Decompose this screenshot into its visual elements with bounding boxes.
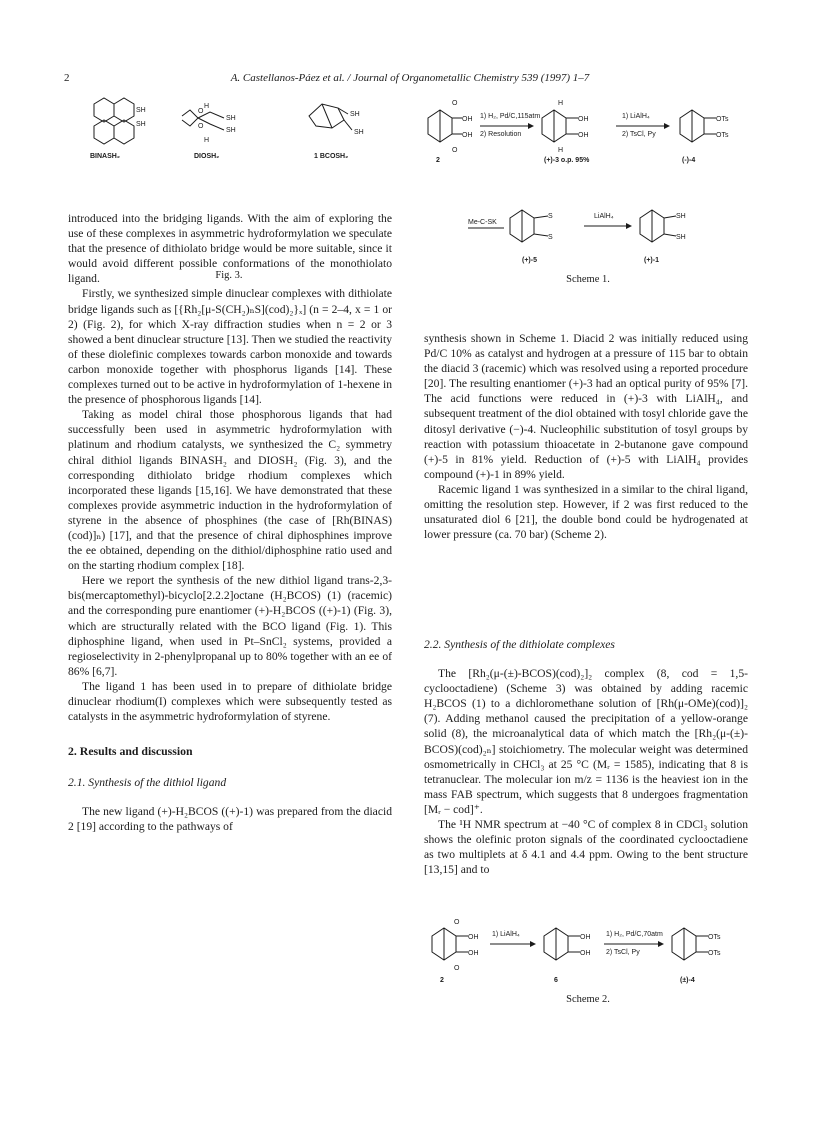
- scheme1-compound-4: (-)-4: [682, 157, 696, 164]
- left-column: [68, 211, 392, 835]
- scheme2-group-label: O: [454, 919, 460, 926]
- scheme1-group-label: O: [452, 100, 458, 107]
- fig3-group-label: SH: [226, 127, 236, 134]
- scheme2-step-b-1: 1) H₂, Pd/C,70atm: [606, 931, 663, 938]
- scheme1-group-label: OTs: [716, 132, 729, 139]
- compound-4-structure: [680, 110, 729, 142]
- scheme-2-caption: Scheme 2.: [566, 994, 610, 1005]
- binash2-structure: [94, 98, 146, 144]
- body-paragraph: Taking as model chiral those phosphorous ligands that had successfully been used in asymmetric hydroformylation with platinum and rhodium catalysts, we synthesized the C₂ symmetry chiral dithiol ligands BINASH₂ and DIOSH₂ (Fig. 3), and the corresponding dithiolato bridge rhodium complexes which incorporated these ligands [15,16]. We have demonstrated that these complexes provide asymmetric induction in the hydroformylation of styrene in the absence of phosphines (the case of [Rh(BINAS)(cod)]ₙ) [17], and that the presence of chiral diphosphines improve the ee obtained, depending on the dithiol/diphosphine ratio used and on the starting rhodium complex [18].: [68, 408, 392, 573]
- compound-5-structure: [510, 210, 553, 242]
- body-paragraph: Here we report the synthesis of the new dithiol ligand trans-2,3-bis(mercaptomethyl)-bicyclo[2.2.2]octane (H₂BCOS) (1) (racemic) and the corresponding pure enantiomer (+)-H₂BCOS ((+)-1) (Fig. 3), which are structurally related with the BCO ligand (Fig. 1). This diphosphine ligand, when used in Pt–SnCl₂ systems, provided a regioselectivity in 2-phenylpropanal up to 80% together with an ee of 86% [6,7].: [68, 574, 392, 678]
- scheme1-group-label: H: [558, 147, 564, 154]
- scheme1-group-label: OTs: [716, 116, 729, 123]
- scheme1-group-label: H: [558, 100, 564, 107]
- journal-reference: A. Castellanos-Páez et al. / Journal of Organometallic Chemistry 539 (1997) 1–7: [230, 72, 590, 84]
- body-paragraph: The new ligand (+)-H₂BCOS ((+)-1) was prepared from the diacid 2 [19] according to the pathways of: [68, 805, 392, 834]
- body-paragraph: The ¹H NMR spectrum at −40 °C of complex 8 in CDCl₃ solution shows the olefinic proton signals of the coordinated cyclooctadiene as two multiplets at δ 4.1 and 4.4 ppm. Owing to the bent structure [13,15] and to: [424, 818, 748, 877]
- fig3-label-bcosh2: 1 BCOSH₂: [314, 153, 349, 160]
- scheme2-step-a: 1) LiAlH₄: [492, 931, 520, 938]
- scheme1-group-label: S: [548, 213, 553, 220]
- fig3-group-label: SH: [136, 107, 146, 114]
- scheme2-group-label: OTs: [708, 950, 721, 957]
- scheme1-group-label: S: [548, 234, 553, 241]
- subsection-heading: 2.2. Synthesis of the dithiolate complexes: [424, 638, 615, 651]
- scheme1-group-label: O: [452, 147, 458, 154]
- scheme-2: [418, 916, 758, 1026]
- scheme2-group-label: OH: [468, 934, 479, 941]
- scheme2-compound-2: 2: [440, 977, 444, 984]
- diosh2-structure: [182, 103, 236, 144]
- fig3-label-binash2: BINASH₂: [90, 153, 120, 160]
- right-column-lower: [424, 637, 748, 877]
- compound-3-structure: [542, 100, 589, 154]
- right-column-upper: [424, 331, 748, 542]
- scheme1-step-a-2: 2) Resolution: [480, 131, 522, 138]
- scheme2-compound-6: 6: [554, 977, 558, 984]
- scheme2-group-label: OH: [468, 950, 479, 957]
- fig3-label-diosh2: DIOSH₂: [194, 153, 220, 160]
- fig3-group-label: H: [204, 137, 210, 144]
- scheme1-group-label: OH: [462, 116, 473, 123]
- scheme-1-drawing: [418, 96, 758, 301]
- compound-1-structure: [640, 210, 686, 242]
- body-paragraph: The ligand 1 has been used in to prepare of dithiolate bridge dinuclear rhodium(I) complexes which were subsequently tested as catalysts in the asymmetric hydroformylation of styrene.: [68, 679, 392, 724]
- scheme1-group-label: SH: [676, 234, 686, 241]
- scheme1-step-b-2: 2) TsCl, Py: [622, 131, 656, 138]
- scheme-1-caption: Scheme 1.: [566, 274, 610, 285]
- scheme-1: [418, 96, 758, 301]
- compound-6-structure: [544, 928, 591, 960]
- running-head: [64, 72, 756, 88]
- scheme2-group-label: O: [454, 965, 460, 972]
- scheme1-group-label: OH: [578, 116, 589, 123]
- scheme1-compound-2: 2: [436, 157, 440, 164]
- figure-3-drawing: [64, 96, 394, 191]
- scheme1-step-c: LiAlH₄: [594, 213, 614, 220]
- subsection-heading: 2.1. Synthesis of the dithiol ligand: [68, 776, 227, 790]
- scheme1-compound-5: (+)-5: [522, 257, 537, 264]
- bcosh2-structure: [309, 104, 364, 136]
- fig3-group-label: SH: [136, 121, 146, 128]
- scheme1-reagent: Me-C-SK: [468, 219, 497, 226]
- scheme1-group-label: OH: [578, 132, 589, 139]
- fig3-group-label: SH: [226, 115, 236, 122]
- fig3-group-label: H: [204, 103, 210, 110]
- scheme2-step-b-2: 2) TsCl, Py: [606, 949, 640, 956]
- compound-2-structure: [428, 100, 473, 154]
- fig3-group-label: O: [198, 108, 204, 115]
- body-paragraph: Racemic ligand 1 was synthesized in a similar to the chiral ligand, omitting the resolution step. However, if 2 was first reduced to the unsaturated diol 6 [21], the double bond could be hydrogenated at lower pressure (ca. 70 bar) (Scheme 2).: [424, 482, 748, 542]
- page-number: 2: [64, 72, 70, 84]
- scheme-2-drawing: [418, 916, 758, 996]
- section-heading: 2. Results and discussion: [68, 744, 193, 759]
- scheme2-compound-4: (±)-4: [680, 977, 695, 984]
- body-paragraph: introduced into the bridging ligands. With the aim of exploring the use of these complexes in asymmetric hydroformylation we speculate that the presence of dithiolato bridge would be more suitable, since it would avoid different possible conformations of the monothiolato ligand.: [68, 212, 392, 286]
- figure-3-caption: Fig. 3.: [215, 270, 243, 281]
- scheme1-step-b-1: 1) LiAlH₄: [622, 113, 650, 120]
- fig3-group-label: SH: [350, 111, 360, 118]
- body-paragraph: Firstly, we synthesized simple dinuclear complexes with dithiolate bridge ligands such as [{Rh₂[μ-S(CH₂)ₙS](cod)₂}ₓ] (n = 2–4, x = 1 or 2) (Fig. 2), for which X-ray diffraction studies when n = 2 or 3 showed a bent dinuclear structure [13]. Then we studied the reactivity of these diolefinic complexes towards carbon monoxide and towards carbon monoxide together with phosphorus ligands [14]. These complexes turned out to be active in hydroformylation of 1-hexene in the presence of phosphorous ligands [14].: [68, 287, 392, 407]
- fig3-group-label: SH: [354, 129, 364, 136]
- scheme2-compound-2-structure: [432, 919, 479, 972]
- scheme2-group-label: OH: [580, 934, 591, 941]
- body-paragraph: synthesis shown in Scheme 1. Diacid 2 was initially reduced using Pd/C 10% as catalyst and hydrogen at a pressure of 115 bar to obtain the diacid 3 (racemic) which was resolved using a reported procedure [20]. The resulting enantiomer (+)-3 had an optical purity of 95% [7]. The acid functions were reduced in (+)-3 with LiAlH₄, and subsequent treatment of the diol obtained with tosyl chloride gave the ditosyl derivative (−)-4. Nucleophilic substitution of tosyl groups by reaction with potassium thioacetate in 2-butanone gave compound (+)-5 in 81% yield. Reduction of (+)-5 with LiAlH₄ provides compound (+)-1 in 89% yield.: [424, 332, 748, 481]
- scheme2-group-label: OH: [580, 950, 591, 957]
- fig3-group-label: O: [198, 123, 204, 130]
- scheme1-group-label: OH: [462, 132, 473, 139]
- scheme1-step-a-1: 1) H₂, Pd/C,115atm: [480, 113, 541, 120]
- scheme1-group-label: SH: [676, 213, 686, 220]
- scheme1-compound-1: (+)-1: [644, 257, 659, 264]
- scheme2-group-label: OTs: [708, 934, 721, 941]
- scheme1-compound-3: (+)-3 o.p. 95%: [544, 157, 590, 164]
- body-paragraph: The [Rh₂(μ-(±)-BCOS)(cod)₂]₂ complex (8, cod = 1,5-cyclooctadiene) (Scheme 3) was obtained by adding racemic H₂BCOS (1) to a dichloromethane solution of [Rh(μ-OMe)(cod)]₂ (7). Adding methanol caused the precipitation of a yellow-orange solid (8), the microanalytical data of which match the [Rh₂(μ-(±)-BCOS)(cod)₂ₙ] stoichiometry. The molecular weight was determined osmometrically in CHCl₃ at 25 °C (Mᵣ = 1585), indicating that 8 is tetranuclear. The molecular ion m/z = 1136 is the heaviest ion in the mass FAB spectrum, which suggests that 8 undergoes fragmentation [Mᵣ − cod]⁺.: [424, 667, 748, 816]
- scheme2-compound-4-structure: [672, 928, 721, 960]
